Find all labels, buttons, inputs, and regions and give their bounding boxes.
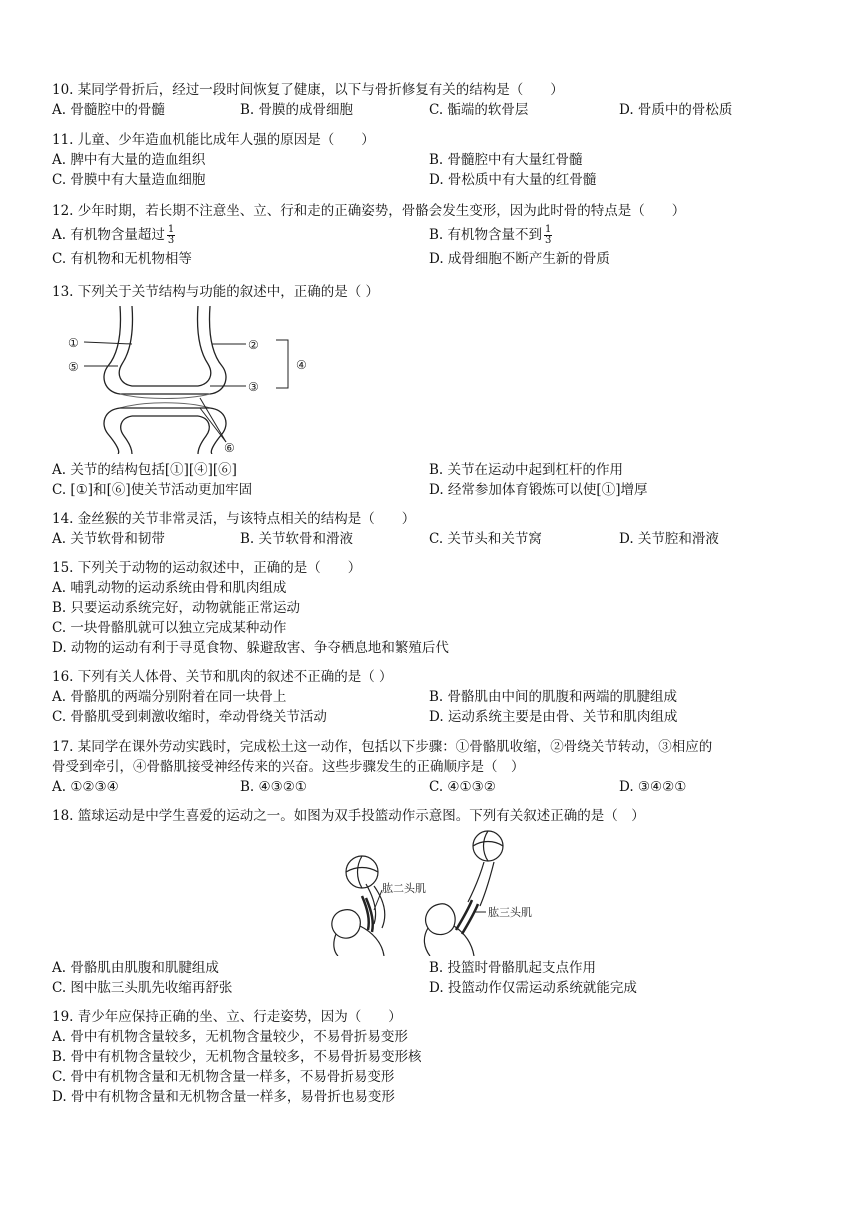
option-c: C. 骨中有机物含量和无机物含量一样多，不易骨折易变形 xyxy=(52,1069,395,1085)
option-a: A. 骨骼肌的两端分别附着在同一块骨上 xyxy=(52,689,287,705)
option-c: C. 图中肱三头肌先收缩再舒张 xyxy=(52,980,233,996)
options-row xyxy=(52,777,812,797)
label-5: ⑤ xyxy=(68,360,79,374)
fraction-one-third: $\frac{1}{3}$ xyxy=(167,224,175,246)
joint-diagram xyxy=(60,304,330,454)
option-b: B. 骨髓腔中有大量红骨髓 xyxy=(429,152,583,168)
option-b: B. 骨中有机物含量较少，无机物含量较多，不易骨折易变形核 xyxy=(52,1049,422,1065)
question-stem: 11. 儿童、少年造血机能比成年人强的原因是（ ） xyxy=(52,132,375,148)
question-12 xyxy=(52,201,812,269)
option-d: D. 动物的运动有利于寻觅食物、躲避敌害、争夺栖息地和繁殖后代 xyxy=(52,640,449,656)
option-a: A. 骨中有机物含量较多，无机物含量较少，不易骨折易变形 xyxy=(52,1029,408,1045)
option-b: B. 关节在运动中起到杠杆的作用 xyxy=(429,462,624,478)
option-b: B. 关节软骨和滑液 xyxy=(240,531,354,547)
option-a: A. 脾中有大量的造血组织 xyxy=(52,152,206,168)
question-18-options xyxy=(52,958,812,998)
option-d: D. 运动系统主要是由骨、关节和肌肉组成 xyxy=(429,709,678,725)
question-stem: 13. 下列关于关节结构与功能的叙述中，正确的是（ ） xyxy=(52,284,380,300)
basketball-shot-diagram xyxy=(322,826,542,956)
options-row xyxy=(52,249,812,269)
option-c: C. 有机物和无机物相等 xyxy=(52,251,192,267)
options-row xyxy=(52,170,812,190)
question-stem-continued: 骨受到牵引，④骨骼肌接受神经传来的兴奋。这些步骤发生的正确顺序是（ ） xyxy=(52,759,525,775)
question-18 xyxy=(52,806,812,826)
question-11 xyxy=(52,130,812,190)
option-a: A. 有机物含量超过 $\frac{1}{3}$ xyxy=(52,224,175,246)
option-d: D. 经常参加体育锻炼可以使[①]增厚 xyxy=(429,482,648,498)
option-c: C. [①]和[⑥]使关节活动更加牢固 xyxy=(52,482,253,498)
options-row xyxy=(52,460,812,480)
options-row xyxy=(52,480,812,500)
option-c: C. 骺端的软骨层 xyxy=(429,102,529,118)
option-b: B. 骨骼肌由中间的肌腹和两端的肌腱组成 xyxy=(429,689,678,705)
question-stem: 12. 少年时期，若长期不注意坐、立、行和走的正确姿势，骨骼会发生变形，因为此时骨的特点是（ ） xyxy=(52,203,686,219)
question-14 xyxy=(52,509,812,549)
question-15 xyxy=(52,558,812,658)
question-17 xyxy=(52,737,812,797)
label-biceps: 肱二头肌 xyxy=(382,882,426,895)
options-row xyxy=(52,100,812,120)
question-13-options xyxy=(52,460,812,500)
question-stem: 10. 某同学骨折后，经过一段时间恢复了健康，以下与骨折修复有关的结构是（ ） xyxy=(52,82,564,98)
option-a: A. 关节软骨和韧带 xyxy=(52,531,165,547)
question-13 xyxy=(52,282,812,302)
option-d: D. 骨中有机物含量和无机物含量一样多，易骨折也易变形 xyxy=(52,1089,395,1105)
option-a: A. 骨骼肌由肌腹和肌腱组成 xyxy=(52,960,219,976)
fraction-one-third: $\frac{1}{3}$ xyxy=(545,224,552,246)
option-c: C. 关节头和关节窝 xyxy=(429,531,542,547)
option-d: D. 成骨细胞不断产生新的骨质 xyxy=(429,251,610,267)
option-a: A. 骨髓腔中的骨髓 xyxy=(52,102,165,118)
question-10 xyxy=(52,80,812,120)
label-2: ② xyxy=(248,338,259,352)
question-stem: 15. 下列关于动物的运动叙述中，正确的是（ ） xyxy=(52,560,362,576)
question-stem: 16. 下列有关人体骨、关节和肌肉的叙述不正确的是（ ） xyxy=(52,669,393,685)
option-d: D. ③④②① xyxy=(619,779,687,795)
option-b: B. ④③②① xyxy=(240,779,307,795)
option-b: B. 有机物含量不到 $\frac{1}{3}$ xyxy=(429,224,552,246)
label-4: ④ xyxy=(296,358,307,372)
option-c: C. 一块骨骼肌就可以独立完成某种动作 xyxy=(52,620,287,636)
option-d: D. 投篮动作仅需运动系统就能完成 xyxy=(429,980,637,996)
option-b: B. 投篮时骨骼肌起支点作用 xyxy=(429,960,597,976)
option-a: A. ①②③④ xyxy=(52,779,119,795)
option-b: B. 只要运动系统完好，动物就能正常运动 xyxy=(52,600,301,616)
label-1: ① xyxy=(68,336,79,350)
option-c: C. ④①③② xyxy=(429,779,496,795)
options-row xyxy=(52,221,812,249)
question-16 xyxy=(52,667,812,727)
options-row xyxy=(52,978,812,998)
question-stem: 17. 某同学在课外劳动实践时，完成松土这一动作，包括以下步骤：①骨骼肌收缩，②骨绕关节转动，③相应的 xyxy=(52,739,713,755)
options-row xyxy=(52,150,812,170)
question-stem: 18. 篮球运动是中学生喜爱的运动之一。如图为双手投篮动作示意图。下列有关叙述正确的是（ ） xyxy=(52,808,645,824)
option-c: C. 骨膜中有大量造血细胞 xyxy=(52,172,206,188)
option-a: A. 哺乳动物的运动系统由骨和肌肉组成 xyxy=(52,580,287,596)
label-6: ⑥ xyxy=(224,441,235,454)
options-row xyxy=(52,529,812,549)
label-3: ③ xyxy=(248,380,259,394)
option-c: C. 骨骼肌受到刺激收缩时，牵动骨绕关节活动 xyxy=(52,709,327,725)
options-row xyxy=(52,958,812,978)
question-stem: 14. 金丝猴的关节非常灵活，与该特点相关的结构是（ ） xyxy=(52,511,416,527)
option-d: D. 骨松质中有大量的红骨髓 xyxy=(429,172,597,188)
option-b: B. 骨膜的成骨细胞 xyxy=(240,102,354,118)
options-row xyxy=(52,707,812,727)
options-row xyxy=(52,687,812,707)
question-stem: 19. 青少年应保持正确的坐、立、行走姿势，因为（ ） xyxy=(52,1009,402,1025)
question-19 xyxy=(52,1007,812,1107)
option-d: D. 骨质中的骨松质 xyxy=(619,102,733,118)
option-d: D. 关节腔和滑液 xyxy=(619,531,719,547)
label-triceps: 肱三头肌 xyxy=(488,906,532,919)
option-a: A. 关节的结构包括[①][④][⑥] xyxy=(52,462,237,478)
